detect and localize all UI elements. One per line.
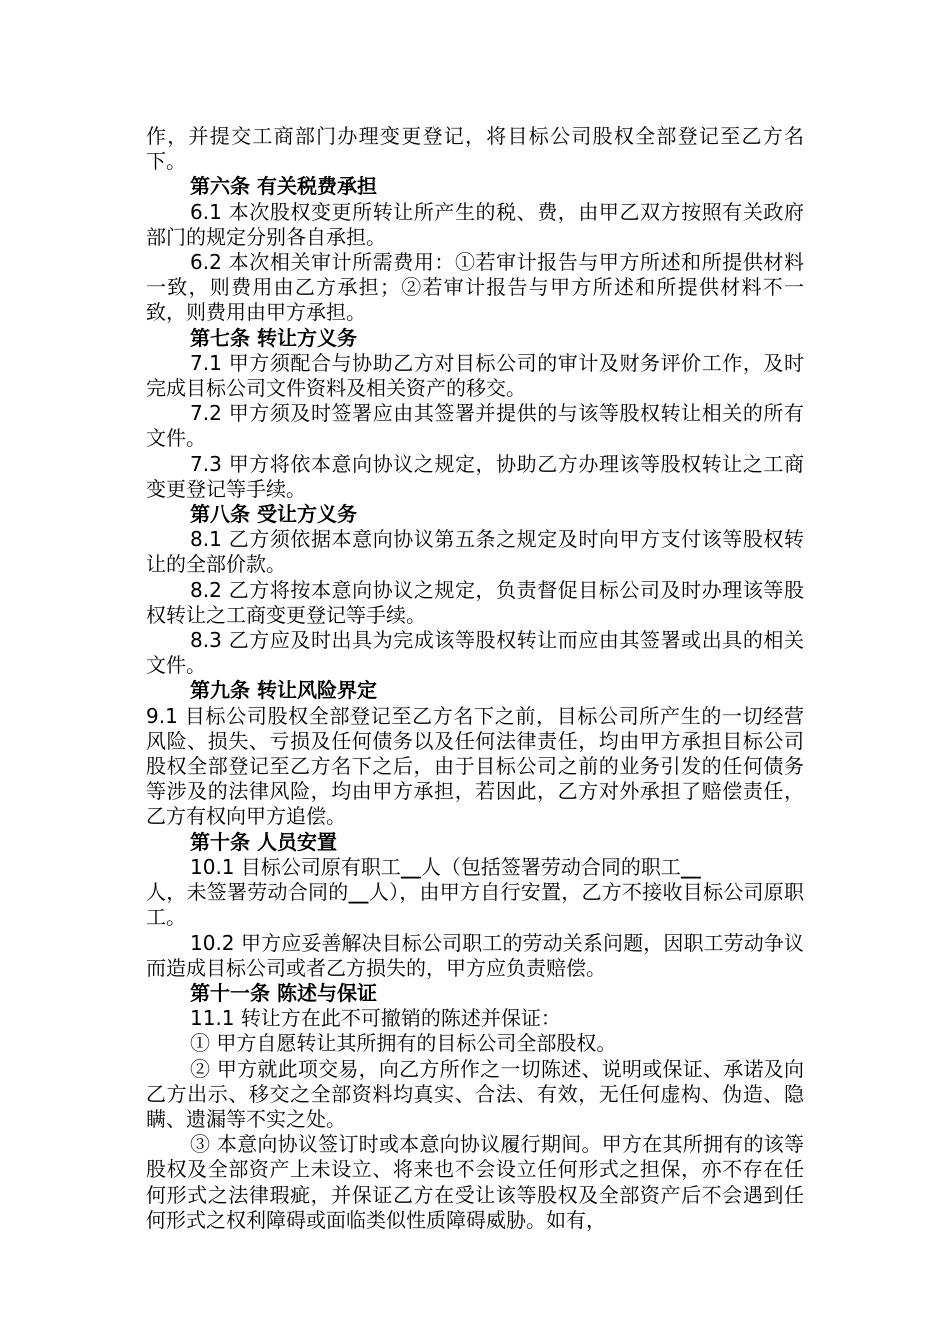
clause-text: 甲方应妥善解决目标公司职工的劳动关系问题，因职工劳动争议而造成目标公司或者乙方损失的，甲方应负责赔偿。 [146, 930, 804, 980]
paragraph [146, 527, 804, 577]
section-heading [146, 174, 804, 199]
paragraph [146, 250, 804, 326]
clause-text: 转让方在此不可撤销的陈述并保证： [234, 1006, 561, 1031]
clause-number: 8.3 [190, 628, 222, 653]
paragraph [146, 1132, 804, 1233]
heading-text: 第六条 有关税费承担 [190, 174, 377, 199]
clause-number: 10.1 [190, 854, 235, 879]
clause-number: 8.1 [190, 527, 222, 552]
paragraph [146, 1006, 804, 1031]
paragraph [146, 124, 804, 174]
clause-text: 人（包括签署劳动合同的职工 [420, 854, 681, 879]
blank-field: __ [400, 854, 421, 879]
section-heading [146, 678, 804, 703]
clause-text: 人，未签署劳动合同的 [146, 880, 349, 905]
document-body-part1 [146, 124, 804, 855]
paragraph [146, 578, 804, 628]
heading-text: 第十条 人员安置 [190, 829, 337, 854]
clause-number: 8.2 [190, 577, 222, 602]
clause-number: 6.2 [190, 250, 222, 275]
section-heading [146, 981, 804, 1006]
paragraph [146, 628, 804, 678]
heading-text: 第十一条 陈述与保证 [190, 980, 377, 1005]
heading-text: 第七条 转让方义务 [190, 325, 357, 350]
clause-text: 乙方应及时出具为完成该等股权转让而应由其签署或出具的相关文件。 [146, 628, 804, 678]
clause-text: 甲方须及时签署应由其签署并提供的与该等股权转让相关的所有文件。 [146, 401, 804, 451]
clause-text: ③ 本意向协议签订时或本意向协议履行期间。甲方在其所拥有的该等股权及全部资产上未设立、将来也不会设立任何形式之担保，亦不存在任何形式之法律瑕疵，并保证乙方在受让该等股权及全部资产后不会遇到任何形式之权利障碍或面临类似性质障碍威胁。如有， [146, 1132, 804, 1232]
paragraph [146, 704, 804, 830]
clause-number: 11.1 [190, 1006, 235, 1031]
document-body-part2 [146, 931, 804, 1233]
clause-text: ② 甲方就此项交易，向乙方所作之一切陈述、说明或保证、承诺及向乙方出示、移交之全部资料均真实、合法、有效，无任何虚构、伪造、隐瞒、遗漏等不实之处。 [146, 1056, 804, 1131]
clause-text: 甲方须配合与协助乙方对目标公司的审计及财务评价工作，及时完成目标公司文件资料及相关资产的移交。 [146, 350, 804, 401]
clause-number: 7.1 [190, 350, 222, 375]
clause-text: 甲方将依本意向协议之规定，协助乙方办理该等股权转让之工商变更登记等手续。 [146, 451, 804, 501]
clause-text: 目标公司股权全部登记至乙方名下之前，目标公司所产生的一切经营风险、损失、亏损及任何债务以及任何法律责任，均由甲方承担目标公司股权全部登记至乙方名下之后，由于目标公司之前的业务引发的任何债务等涉及的法律风险，均由甲方承担，若因此，乙方对外承担了赔偿责任，乙方有权向甲方追偿。 [146, 703, 804, 829]
clause-number: 9.1 [146, 703, 178, 728]
paragraph [146, 452, 804, 502]
clause-text: 本次股权变更所转让所产生的税、费，由甲乙双方按照有关政府部门的规定分别各自承担。 [146, 199, 804, 249]
paragraph [146, 200, 804, 250]
blank-field: __ [680, 854, 701, 879]
paragraph [146, 931, 804, 981]
section-heading [146, 502, 804, 527]
blank-field: __ [348, 880, 369, 905]
clause-text: 乙方将按本意向协议之规定，负责督促目标公司及时办理该等股权转让之工商变更登记等手续。 [146, 577, 804, 627]
clause-text: 本次相关审计所需费用：①若审计报告与甲方所述和所提供材料一致，则费用由乙方承担；②若审计报告与甲方所述和所提供材料不一致，则费用由甲方承担。 [146, 250, 804, 325]
heading-text: 第八条 受让方义务 [190, 502, 357, 527]
heading-text: 第九条 转让风险界定 [190, 678, 377, 703]
clause-number: 7.2 [190, 401, 222, 426]
clause-text: 人），由甲方自行安置，乙方不接收目标公司原职工。 [146, 880, 804, 930]
clause-text: 目标公司原有职工 [234, 854, 401, 879]
paragraph [146, 1057, 804, 1133]
clause-number: 6.1 [190, 199, 222, 224]
paragraph [146, 1031, 804, 1056]
clause-number: 10.2 [190, 930, 235, 955]
paragraph [146, 401, 804, 451]
paragraph [146, 351, 804, 401]
section-heading [146, 830, 804, 855]
clause-text: 乙方须依据本意向协议第五条之规定及时向甲方支付该等股权转让的全部价款。 [146, 527, 804, 577]
clause-number: 7.3 [190, 451, 222, 476]
clause-text: 作，并提交工商部门办理变更登记，将目标公司股权全部登记至乙方名下。 [146, 124, 804, 174]
paragraph-10-1 [146, 855, 804, 931]
clause-text: ① 甲方自愿转让其所拥有的目标公司全部股权。 [190, 1031, 617, 1056]
section-heading [146, 326, 804, 351]
